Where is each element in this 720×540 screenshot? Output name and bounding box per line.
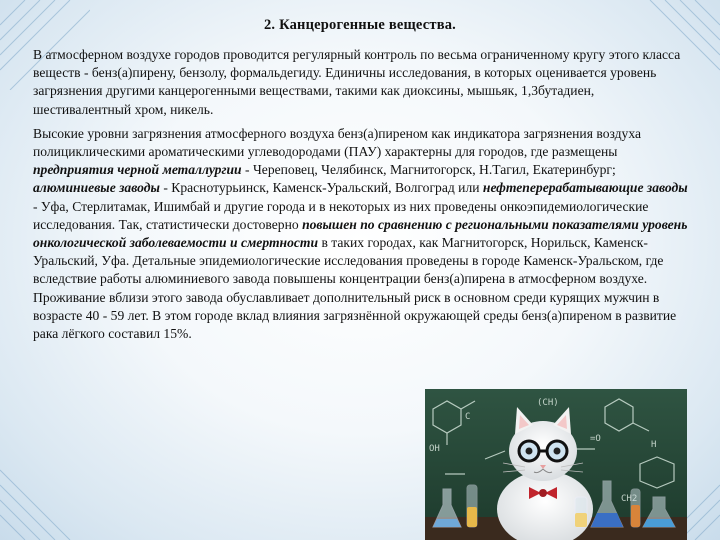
scientist-cat-photo xyxy=(425,389,687,540)
emphasis-metallurgy: предприятия черной металлургии xyxy=(33,162,242,178)
text-run: - Уфа, Стерлитамак, Ишимбай и другие города и в некоторых из них проведены онкоэпидемиологические исследования. Так, статистически достоверно xyxy=(33,198,649,232)
slide-title: 2. Канцерогенные вещества. xyxy=(263,17,457,33)
paragraph-pollution-levels xyxy=(33,125,693,343)
corner-ornament-bottom-left xyxy=(0,450,90,540)
chalk-formula: (CH) xyxy=(537,398,559,408)
emphasis-oil-refineries: нефтеперерабатывающие заводы xyxy=(482,180,688,196)
emphasis-aluminium-plants: алюминиевые заводы xyxy=(33,180,160,196)
text-run: - Череповец, Челябинск, Магнитогорск, Н.Тагил, Екатеринбург; xyxy=(241,162,616,178)
text-run: Высокие уровни загрязнения атмосферного воздуха бенз(а)пиреном как индикатора загрязнения воздуха полициклическими ароматическими углеводородами (ПАУ) характерны для городов, где размещены xyxy=(33,125,641,160)
slide-body xyxy=(33,46,693,349)
chalk-formula: OH xyxy=(429,444,440,454)
emphasis-cancer-incidence: повышен по сравнению с региональными показателями уровень онкологической заболеваемости и смертности xyxy=(33,216,688,251)
chalk-formula: =O xyxy=(590,434,601,444)
chalk-formula: CH2 xyxy=(621,494,638,504)
chalk-formula: H xyxy=(651,440,657,450)
text-run: в таких городах, как Магнитогорск, Норильск, Каменск-Уральский, Уфа. Детальные эпидемиологические исследования проведены в городе Каменск-Уральском, где вследствие работы алюминиевого завода повышены концентрации бенз(а)пирена в атмосферном воздухе. Проживание вблизи этого завода обуславливает дополнительный риск в основном среди курящих мужчин в возрасте 40 - 59 лет. В этом городе вклад влияния загрязнённой окружающей среды бенз(а)пиреном в развитие рака лёгкого составил 15%. xyxy=(33,235,677,342)
chalk-formula: C xyxy=(465,412,471,422)
text-run: - Краснотурьинск, Каменск-Уральский, Волгоград или xyxy=(159,180,483,196)
paragraph-monitoring: В атмосферном воздухе городов проводится регулярный контроль по весьма ограниченному кругу этого класса веществ - бенз(а)пирену, бензолу, формальдегиду. Единичны исследования, в которых оценивается уровень загрязнения другими канцерогенными веществами, такими как диоксины, мышьяк, 1,3бутадиен, шестивалентный хром, никель. xyxy=(33,47,681,117)
